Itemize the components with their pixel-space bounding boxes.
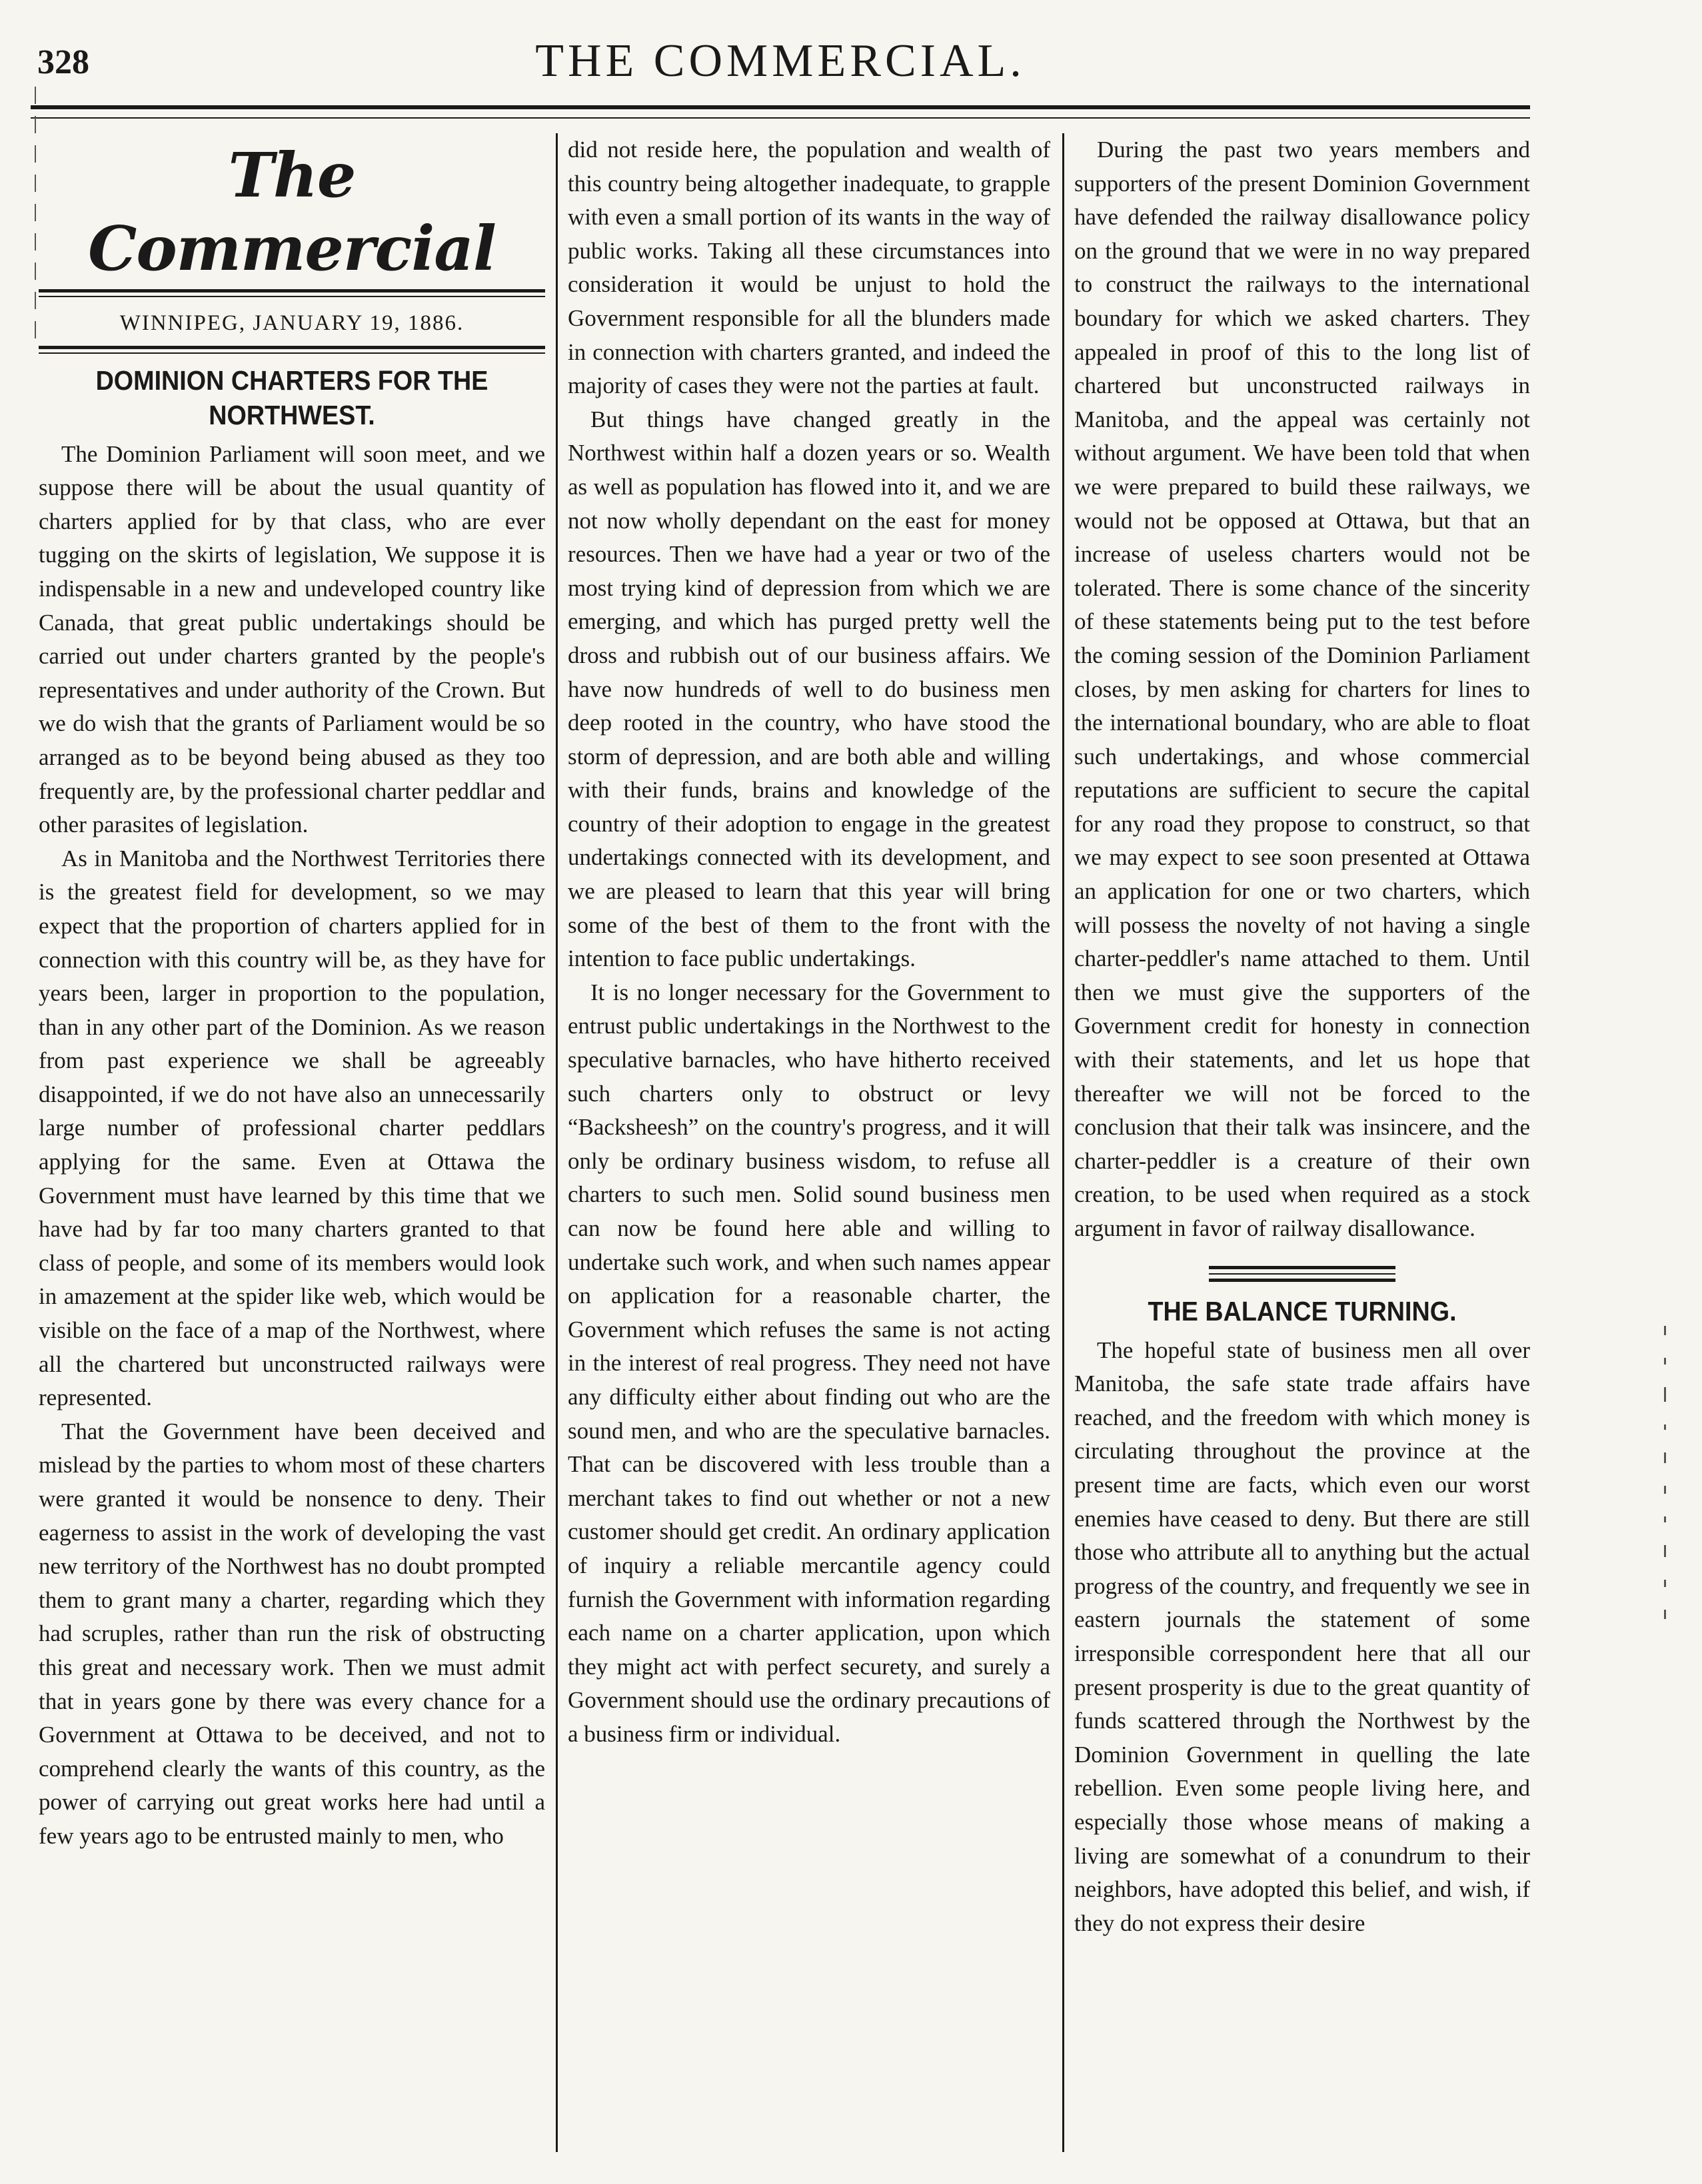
margin-marks-right [1658,1326,1671,1925]
column-1 [39,133,545,2152]
column-divider [1062,133,1064,2152]
newspaper-page [31,20,1530,2165]
masthead-title: The Commercial [88,139,496,284]
article-paragraph: The Dominion Parliament will soon meet, and we suppose there will be about the usual quantity of charters applied for by that class, who are ever tugging on the skirts of legislation, We suppose it is indispensable in a new and undeveloped country like Canada, that great public undertakings should be carried out under charters granted by the people's representatives and under authority of the Crown. But we do wish that the grants of Parliament would be so arranged as to be beyond being abused as they too frequently are, by the professional charter peddlar and other parasites of legislation. [39,440,545,838]
dateline: WINNIPEG, JANUARY 19, 1886. [119,311,464,335]
section-divider [1209,1266,1395,1282]
article-paragraph: did not reside here, the population and wealth of this country being altogether inadequate, to grapple with even a small portion of its wants in the way of public works. Taking all these circumstances into consideration it would be unjust to hold the Government responsible for all the blunders made in connection with charters granted, and indeed the majority of cases they were not the parties at fault. [568,137,1050,399]
article-paragraph: But things have changed greatly in the Northwest within half a dozen years or so. Wealth as well as population has flowed into it, and we are not now wholly dependant on the east for money resources. Then we have had a year or two of the most trying kind of depression from which we are emerging, and which has purged pretty well the dross and rubbish out of our business affairs. We have now hundreds of well to do business men deep rooted in the country, who have stood the storm of depression, and are both able and willing with their funds, brains and knowledge of the country of their adoption to engage in the greatest undertakings connected with its development, and we are pleased to learn that this year will bring some of the best of them to the front with the intention to face public undertakings. [568,406,1050,972]
column-divider [556,133,558,2152]
article-heading: DOMINION CHARTERS FOR THE NORTHWEST. [95,364,488,430]
masthead-rule [39,289,545,297]
running-title: THE COMMERCIAL. [535,35,1026,87]
article-heading: THE BALANCE TURNING. [1148,1295,1457,1327]
article-paragraph: The hopeful state of business men all over Manitoba, the safe state trade affairs have reached, and the freedom with which money is circulating throughout the province at the present time are facts, which even our worst enemies have ceased to deny. But there are still those who attribute all to anything but the actual progress of the country, and frequently we see in eastern journals the statement of some irresponsible correspondent here that all our present prosperity is due to the great quantity of funds scattered through the Northwest by the Dominion Government in quelling the late rebellion. Even some people living here, and especially those whose means of making a living are somewhat of a conundrum to their neighbors, have adopted this belief, and wish, if they do not express their desire [1074,1337,1530,1936]
article-paragraph: It is no longer necessary for the Government to entrust public undertakings in the Northwest to the speculative barnacles, who have hitherto received such charters only to obstruct or levy “Backsheesh” on the country's progress, and it will only be ordinary business wisdom, to refuse all charters to such men. Solid sound business men can now be found here able and willing to undertake such work, and when such names appear on application for a reasonable charter, the Government which refuses the same is not acting in the interest of real progress. They need not have any difficulty either about finding out who are the sound men, and who are the speculative barnacles. That can be discovered with less trouble than a merchant takes to find out whether or not a new customer should get credit. An ordinary application of inquiry a reliable mercantile agency could furnish the Government with information regarding each name on a charter application, upon which they might act with perfect securety, and surely a Government should use the ordinary precautions of a business firm or individual. [568,979,1050,1747]
article-paragraph: As in Manitoba and the Northwest Territories there is the greatest field for development, so we may expect that the proportion of charters applied for in connection with this country will be, as they have for years been, larger in proportion to the population, than in any other part of the Dominion. As we reason from past experience we shall be agreeably disappointed, if we do not have also an unnecessarily large number of professional charter peddlars applying for the same. Even at Ottawa the Government must have learned by this time that we have had by far too many charters granted to that class of people, and some of its members would look in amazement at the spider like web, which would be visible on the face of a map of the Northwest, where all the chartered but unconstructed railways were represented. [39,845,545,1411]
header-rule-thin [31,117,1530,119]
page-number: 328 [37,43,89,81]
header-rule-thick [31,105,1530,109]
column-2 [568,133,1050,2152]
running-head [31,20,1530,100]
column-3 [1074,133,1530,2152]
margin-marks-left [35,87,37,386]
article-paragraph: That the Government have been deceived and mislead by the parties to whom most of these charters were granted it would be nonsence to deny. Their eagerness to assist in the work of developing the vast new territory of the Northwest has no doubt prompted them to grant many a charter, regarding which they had scruples, rather than run the risk of obstructing this great and necessary work. Then we must admit that in years gone by there was every chance for a Government at Ottawa to be deceived, and not to comprehend clearly the wants of this country, as the power of carrying out great works here had until a few years ago to be entrusted mainly to men, who [39,1418,545,1849]
dateline-rule [39,346,545,354]
article-paragraph: During the past two years members and supporters of the present Dominion Government have defended the railway disallowance policy on the ground that we were in no way prepared to construct the railways to the international boundary for which we asked charters. They appealed in proof of this to the long list of chartered but unconstructed railways in Manitoba, and the appeal was certainly not without argument. We have been told that when we were prepared to build these railways, we would not be opposed at Ottawa, but that an increase of useless charters would not be tolerated. There is some chance of the sincerity of these statements being put to the test before the coming session of the Dominion Parliament closes, by men asking for charters for lines to the international boundary, who are able to float such undertakings, and whose commercial reputations are sufficient to secure the capital for any road they propose to construct, so that we may expect to see soon presented at Ottawa an application for one or two charters, which will possess the novelty of not having a single charter-peddler's name attached to them. Until then we must give the supporters of the Government credit for honesty in connection with their statements, and let us hope that thereafter we will not be forced to the conclusion that their talk was insincere, and the charter-peddler is a creature of their own creation, to be used when required as a stock argument in favor of railway disallowance. [1074,137,1530,1241]
